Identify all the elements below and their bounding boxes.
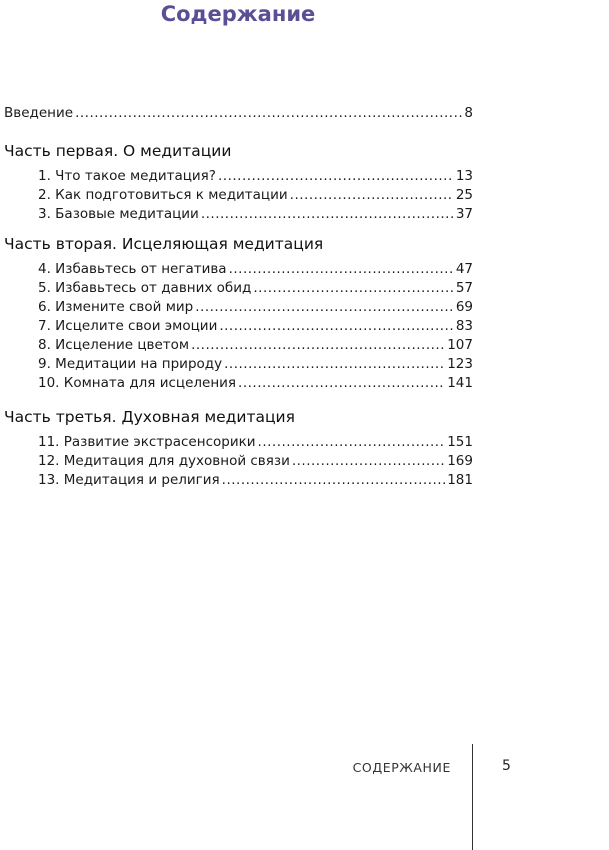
toc-entry-label: 4. Избавьтесь от негатива — [38, 261, 227, 277]
page-title: Содержание — [160, 2, 316, 26]
toc-entry-page: 69 — [455, 299, 473, 315]
dot-leader — [238, 374, 445, 393]
toc-entry-label: 5. Избавьтесь от давних обид — [38, 280, 252, 296]
dot-leader — [224, 355, 445, 374]
dot-leader — [222, 471, 446, 490]
toc-entry-page: 37 — [455, 206, 473, 222]
toc-entry-page: 8 — [464, 105, 473, 121]
dot-leader — [75, 104, 462, 123]
toc-entry-label: 11. Развитие экстрасенсорики — [38, 434, 256, 450]
toc-entry-page: 107 — [447, 337, 473, 353]
toc-entry-label: 2. Как подготовиться к медитации — [38, 187, 288, 203]
toc-entry-page: 181 — [447, 472, 473, 488]
toc-entry-page: 25 — [455, 187, 473, 203]
toc-entry[interactable] — [4, 336, 473, 355]
toc-entry-label: 8. Исцеление цветом — [38, 337, 190, 353]
toc-entry[interactable] — [4, 471, 473, 490]
toc-entry-page: 141 — [447, 375, 473, 391]
dot-leader — [219, 317, 453, 336]
dot-leader — [229, 260, 454, 279]
part-heading: Часть первая. О медитации — [4, 142, 232, 160]
toc-entry[interactable] — [4, 355, 473, 374]
toc-entry[interactable] — [4, 452, 473, 471]
toc-entry-label: 1. Что такое медитация? — [38, 168, 216, 184]
toc-entry[interactable] — [4, 317, 473, 336]
dot-leader — [218, 167, 454, 186]
page-number: 5 — [502, 758, 511, 774]
running-footer-section: СОДЕРЖАНИЕ — [352, 760, 451, 775]
toc-entry-label: Введение — [4, 105, 74, 121]
toc-entry[interactable] — [4, 186, 473, 205]
toc-entry-page: 169 — [447, 453, 473, 469]
toc-entry[interactable] — [4, 167, 473, 186]
toc-entry-label: 10. Комната для исцеления — [38, 375, 237, 391]
toc-entry-label: 3. Базовые медитации — [38, 206, 199, 222]
toc-entry-intro[interactable] — [4, 104, 473, 123]
toc-entry[interactable] — [4, 374, 473, 393]
toc-entry-page: 123 — [447, 356, 473, 372]
dot-leader — [292, 452, 445, 471]
toc-entry[interactable] — [4, 205, 473, 224]
toc-entry-page: 151 — [447, 434, 473, 450]
toc-entry-label: 7. Исцелите свои эмоции — [38, 318, 218, 334]
table-of-contents — [4, 104, 473, 490]
part-heading: Часть вторая. Исцеляющая медитация — [4, 235, 324, 253]
toc-entry[interactable] — [4, 260, 473, 279]
toc-entry[interactable] — [4, 298, 473, 317]
dot-leader — [201, 205, 454, 224]
dot-leader — [253, 279, 453, 298]
part-heading: Часть третья. Духовная медитация — [4, 408, 295, 426]
toc-entry-page: 13 — [455, 168, 473, 184]
toc-entry[interactable] — [4, 433, 473, 452]
toc-entry-page: 47 — [455, 261, 473, 277]
dot-leader — [290, 186, 454, 205]
dot-leader — [195, 298, 454, 317]
toc-entry[interactable] — [4, 279, 473, 298]
toc-entry-page: 83 — [455, 318, 473, 334]
toc-entry-label: 12. Медитация для духовной связи — [38, 453, 290, 469]
dot-leader — [258, 433, 446, 452]
dot-leader — [191, 336, 445, 355]
toc-entry-label: 13. Медитация и религия — [38, 472, 220, 488]
toc-entry-label: 9. Медитации на природу — [38, 356, 223, 372]
toc-entry-label: 6. Измените свой мир — [38, 299, 194, 315]
toc-entry-page: 57 — [455, 280, 473, 296]
footer-divider — [472, 744, 473, 850]
